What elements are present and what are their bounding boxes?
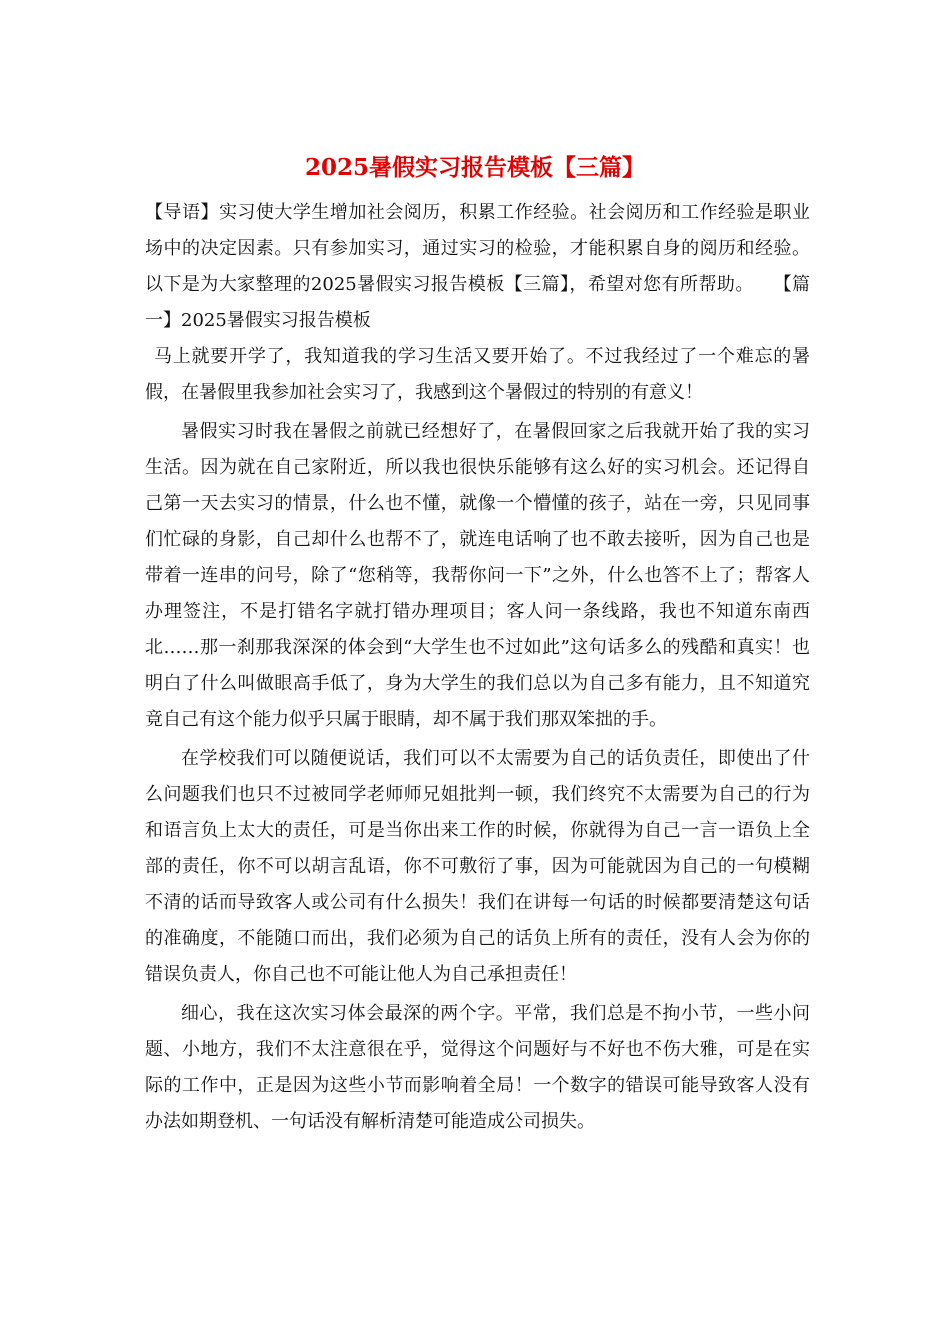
intro-text: 【导语】实习使大学生增加社会阅历，积累工作经验。社会阅历和工作经验是职业场中的决定因素。只有参加实习，通过实习的检验，才能积累自身的阅历和经验。以下是为大家整理的2025暑假实习报告模板【三篇】，希望对您有所帮助。 [145,202,810,295]
body-paragraph-1: 马上就要开学了，我知道我的学习生活又要开始了。不过我经过了一个难忘的暑假，在暑假里我参加社会实习了，我感到这个暑假过的特别的有意义！ [145,346,810,403]
document-title: 2025暑假实习报告模板【三篇】 [304,154,645,181]
section-heading: 【篇一】2025暑假实习报告模板 [145,274,810,331]
body-paragraph-4: 细心，我在这次实习体会最深的两个字。平常，我们总是不拘小节，一些小问题、小地方，我们不太注意很在乎，觉得这个问题好与不好也不伤大雅，可是在实际的工作中，正是因为这些小节而影响着全局！一个数字的错误可能导致客人没有办法如期登机、一句话没有解析清楚可能造成公司损失。 [145,1003,810,1132]
body-paragraph-3: 在学校我们可以随便说话，我们可以不太需要为自己的话负责任，即使出了什么问题我们也只不过被同学老师师兄姐批判一顿，我们终究不太需要为自己的行为和语言负上太大的责任，可是当你出来工作的时候，你就得为自己一言一语负上全部的责任，你不可以胡言乱语，你不可敷衍了事，因为可能就因为自己的一句模糊不清的话而导致客人或公司有什么损失！我们在讲每一句话的时候都要清楚这句话的准确度，不能随口而出，我们必须为自己的话负上所有的责任，没有人会为你的错误负责人，你自己也不可能让他人为自己承担责任！ [145,748,810,985]
document-body [145,195,810,1140]
intro-paragraph [145,195,810,339]
body-paragraph-2: 暑假实习时我在暑假之前就已经想好了，在暑假回家之后我就开始了我的实习生活。因为就在自己家附近，所以我也很快乐能够有这么好的实习机会。还记得自己第一天去实习的情景，什么也不懂，就像一个懵懂的孩子，站在一旁，只见同事们忙碌的身影，自己却什么也帮不了，就连电话响了也不敢去接听，因为自己也是带着一连串的问号，除了“您稍等，我帮你问一下”之外，什么也答不上了；帮客人办理签注，不是打错名字就打错办理项目；客人问一条线路，我也不知道东南西北……那一刹那我深深的体会到“大学生也不过如此”这句话多么的残酷和真实！也明白了什么叫做眼高手低了，身为大学生的我们总以为自己多有能力，且不知道究竟自己有这个能力似乎只属于眼睛，却不属于我们那双笨拙的手。 [145,421,810,730]
